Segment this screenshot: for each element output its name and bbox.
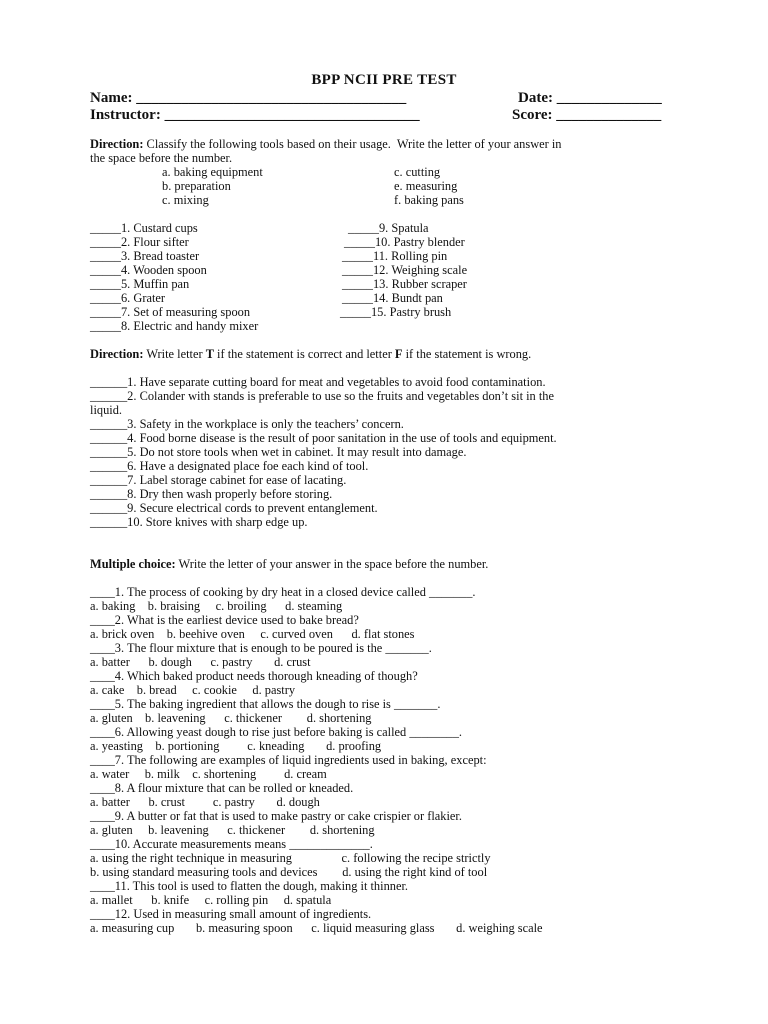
part1-direction-cont: the space before the number.: [90, 151, 233, 165]
date-field: [518, 90, 662, 107]
classify-item: _____11. Rolling pin: [342, 249, 448, 263]
letter-f: F: [394, 347, 403, 361]
classify-item: _____15. Pastry brush: [340, 305, 452, 319]
classify-item: _____3. Bread toaster: [90, 249, 200, 263]
mc-options: a. batter b. crust c. pastry d. dough: [90, 795, 320, 809]
mc-question: ____8. A flour mixture that can be rolled or kneaded.: [90, 781, 354, 795]
part3-instruction: Write the letter of your answer in the space before the number.: [175, 557, 489, 571]
part2-direction-a: Write letter: [143, 347, 206, 361]
tf-item: ______2. Colander with stands is preferable to use so the fruits and vegetables don’t sit in the: [90, 389, 554, 403]
classify-item: _____1. Custard cups: [90, 221, 198, 235]
page-title: BPP NCII PRE TEST: [311, 72, 457, 88]
mc-options: a. cake b. bread c. cookie d. pastry: [90, 683, 296, 697]
classify-item: _____14. Bundt pan: [342, 291, 443, 305]
mc-options: a. gluten b. leavening c. thickener d. shortening: [90, 711, 372, 725]
choice-a: a. baking equipment: [162, 165, 263, 179]
mc-options: a. using the right technique in measuring c. following the recipe strictly: [90, 851, 491, 865]
mc-question: ____5. The baking ingredient that allows the dough to rise is _______.: [90, 697, 441, 711]
part2-direction-c: if the statement is wrong.: [402, 347, 532, 361]
classify-item: _____9. Spatula: [348, 221, 429, 235]
instructor-blank: __________________________________: [164, 107, 420, 123]
part1-direction-text: Classify the following tools based on their usage. Write the letter of your answer in: [143, 137, 562, 151]
mc-question: ____3. The flour mixture that is enough to be poured is the _______.: [90, 641, 432, 655]
mc-options: a. water b. milk c. shortening d. cream: [90, 767, 327, 781]
name-field: [90, 90, 406, 107]
date-blank: ______________: [556, 90, 662, 106]
part3-direction: [90, 557, 488, 571]
date-label: Date:: [518, 90, 553, 106]
mc-options: a. batter b. dough c. pastry d. crust: [90, 655, 311, 669]
mc-question: ____12. Used in measuring small amount of ingredients.: [90, 907, 372, 921]
part3-label: Multiple choice:: [90, 557, 176, 571]
mc-question: ____11. This tool is used to flatten the dough, making it thinner.: [90, 879, 408, 893]
mc-question: ____9. A butter or fat that is used to make pastry or cake crispier or flakier.: [90, 809, 462, 823]
score-blank: ______________: [556, 107, 662, 123]
mc-options: b. using standard measuring tools and devices d. using the right kind of tool: [90, 865, 488, 879]
mc-question: ____10. Accurate measurements means _____________.: [90, 837, 373, 851]
tf-item-cont: liquid.: [90, 403, 123, 417]
part1-direction: [90, 137, 562, 151]
tf-item: ______6. Have a designated place foe each kind of tool.: [90, 459, 369, 473]
name-blank: ____________________________________: [136, 90, 407, 106]
classify-item: _____4. Wooden spoon: [90, 263, 207, 277]
mc-question: ____7. The following are examples of liquid ingredients used in baking, except:: [90, 753, 487, 767]
classify-item: _____7. Set of measuring spoon: [90, 305, 251, 319]
classify-item: _____5. Muffin pan: [90, 277, 190, 291]
mc-question: ____2. What is the earliest device used to bake bread?: [90, 613, 359, 627]
mc-options: a. measuring cup b. measuring spoon c. liquid measuring glass d. weighing scale: [90, 921, 543, 935]
score-label: Score:: [512, 107, 553, 123]
choice-c: c. mixing: [162, 193, 209, 207]
choice-f: f. baking pans: [394, 193, 464, 207]
tf-item: ______7. Label storage cabinet for ease of lacating.: [90, 473, 347, 487]
tf-item: ______10. Store knives with sharp edge up.: [90, 515, 308, 529]
tf-item: ______8. Dry then wash properly before storing.: [90, 487, 333, 501]
mc-options: a. mallet b. knife c. rolling pin d. spatula: [90, 893, 332, 907]
instructor-field: [90, 107, 420, 124]
part2-direction: [90, 347, 531, 361]
mc-options: a. brick oven b. beehive oven c. curved oven d. flat stones: [90, 627, 415, 641]
mc-options: a. baking b. braising c. broiling d. steaming: [90, 599, 343, 613]
instructor-label: Instructor:: [90, 107, 161, 123]
choice-e: e. measuring: [394, 179, 458, 193]
classify-item: _____8. Electric and handy mixer: [90, 319, 259, 333]
classify-item: _____10. Pastry blender: [344, 235, 465, 249]
mc-question: ____6. Allowing yeast dough to rise just before baking is called ________.: [90, 725, 463, 739]
choice-b: b. preparation: [162, 179, 231, 193]
classify-item: _____12. Weighing scale: [342, 263, 468, 277]
tf-item: ______5. Do not store tools when wet in cabinet. It may result into damage.: [90, 445, 467, 459]
score-field: [512, 107, 661, 124]
mc-question: ____1. The process of cooking by dry heat in a closed device called _______.: [90, 585, 476, 599]
mc-options: a. gluten b. leavening c. thickener d. shortening: [90, 823, 375, 837]
choice-c-cutting: c. cutting: [394, 165, 441, 179]
tf-item: ______4. Food borne disease is the result of poor sanitation in the use of tools and equipment.: [90, 431, 557, 445]
classify-item: _____6. Grater: [90, 291, 166, 305]
tf-item: ______1. Have separate cutting board for meat and vegetables to avoid food contamination.: [90, 375, 546, 389]
part2-direction-label: Direction:: [90, 347, 144, 361]
tf-item: ______3. Safety in the workplace is only the teachers’ concern.: [90, 417, 404, 431]
part2-direction-b: if the statement is correct and letter: [213, 347, 395, 361]
mc-options: a. yeasting b. portioning c. kneading d. proofing: [90, 739, 382, 753]
name-label: Name:: [90, 90, 133, 106]
letter-t: T: [205, 347, 214, 361]
classify-item: _____13. Rubber scraper: [342, 277, 467, 291]
part1-direction-label: Direction:: [90, 137, 144, 151]
mc-question: ____4. Which baked product needs thorough kneading of though?: [90, 669, 418, 683]
classify-item: _____2. Flour sifter: [90, 235, 189, 249]
tf-item: ______9. Secure electrical cords to prevent entanglement.: [90, 501, 378, 515]
